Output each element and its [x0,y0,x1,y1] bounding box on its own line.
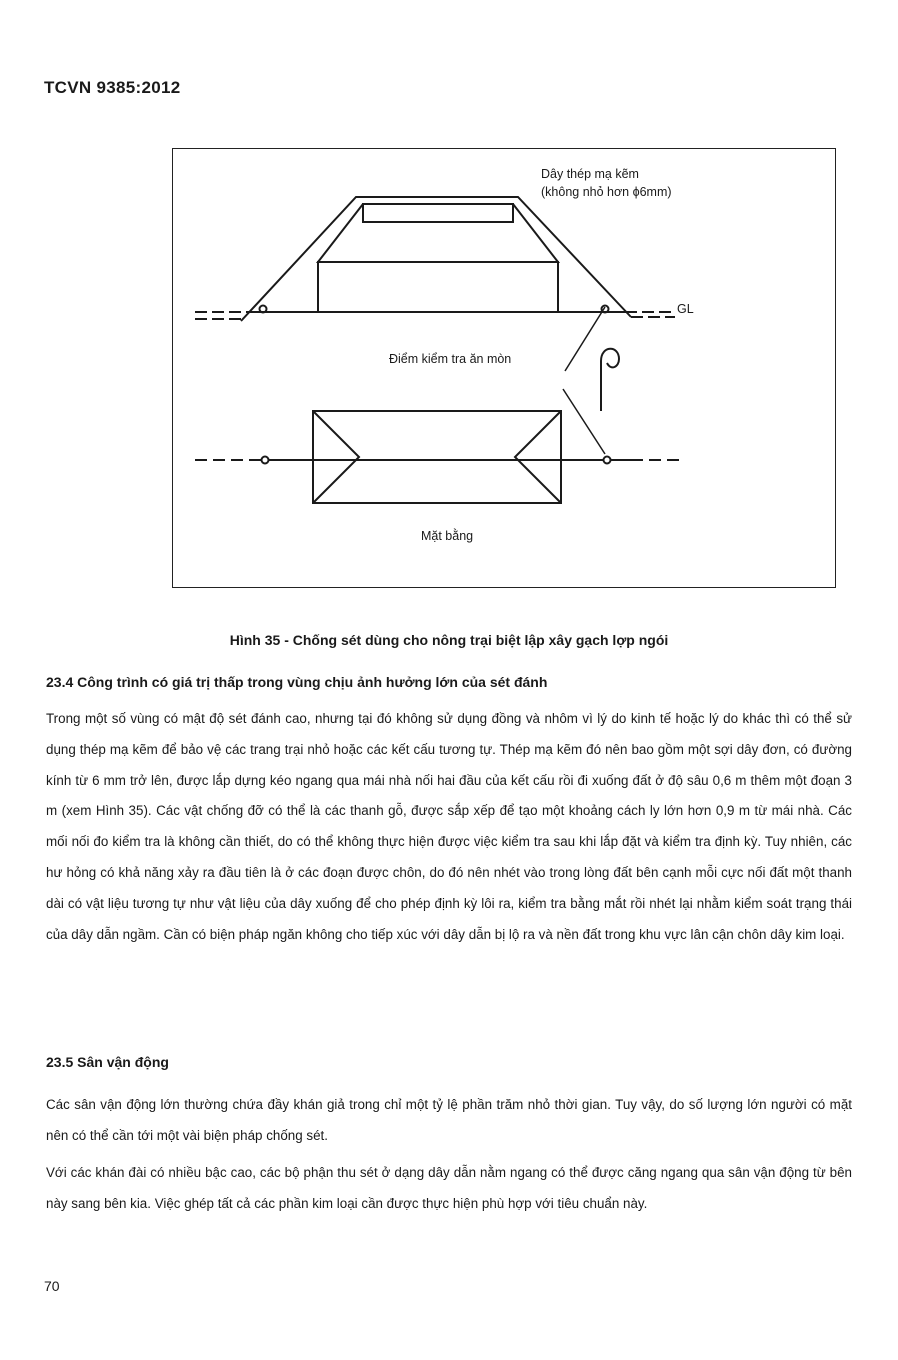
ground-level-label: GL [677,302,694,316]
leader-line-elevation [565,307,605,371]
section-heading-23-5: 23.5 Sân vận động [46,1054,169,1070]
section-23-4-paragraph: Trong một số vùng có mật độ sét đánh cao, nhưng tại đó không sử dụng đồng và nhôm vì lý do kinh tế hoặc lý do khác thì có thể sử dụng thép mạ kẽm để bảo vệ các trang trại nhỏ hoặc các kết cấu tương tự. Thép mạ kẽm đó nên bao gồm một sợi dây đơn, có đường kính từ 6 mm trở lên, được lắp dựng kéo ngang qua mái nhà nối hai đầu của kết cấu rồi đi xuống đất ở độ sâu 0,6 m thêm một đoạn 3 m (xem Hình 35). Các vật chống đỡ có thể là các thanh gỗ, được sắp xếp để tạo một khoảng cách ly lớn hơn 0,9 m từ mái nhà. Các mối nối đo kiểm tra là không cần thiết, do có thể không thực hiện được việc kiểm tra sau khi lắp đặt và kiểm tra định kỳ. Tuy nhiên, các hư hỏng có khả năng xảy ra đầu tiên là ở các đoạn được chôn, do đó nên nhét vào trong lòng đất bên cạnh mỗi cực nối đất một thanh dài có vật liệu tương tự như vật liệu của dây xuống để cho phép định kỳ lôi ra, kiểm tra bằng mắt rồi nhét lại nhằm kiểm soát trạng thái của dây dẫn ngầm. Cần có biện pháp ngăn không cho tiếp xúc với dây dẫn bị lộ ra và nền đất trong khu vực lân cận chôn dây kim loại. [46,711,852,942]
building-roof [318,204,558,262]
leader-line-plan [563,389,605,454]
plan-ridge-left [313,411,359,503]
plan-outline [313,411,561,503]
hook-rod-icon [601,349,619,411]
section-23-5-paragraph-2: Với các khán đài có nhiều bậc cao, các bộ phận thu sét ở dạng dây dẫn nằm ngang có thể được căng ngang qua sân vận động từ bên này sang bên kia. Việc ghép tất cả các phần kim loại cần được thực hiện phù hợp với tiêu chuẩn này. [46,1165,852,1211]
section-heading-23-4: 23.4 Công trình có giá trị thấp trong vùng chịu ảnh hưởng lớn của sét đánh [46,674,548,690]
building-wall [318,262,558,312]
wire-spec-label: (không nhỏ hơn ϕ6mm) [541,185,672,199]
plan-right-rod [604,457,611,464]
figure-caption: Hình 35 - Chống sét dùng cho nông trại biệt lập xây gạch lợp ngói [229,632,669,648]
plan-left-rod [262,457,269,464]
figure-drawing [173,149,837,589]
page-number: 70 [44,1278,60,1294]
steel-wire [241,197,631,321]
document-code: TCVN 9385:2012 [44,78,181,97]
inspection-point-label: Điểm kiểm tra ăn mòn [389,352,512,366]
section-23-5-paragraph-1: Các sân vận động lớn thường chứa đầy khán giả trong chỉ một tỷ lệ phần trăm nhỏ thời gian. Tuy vậy, do số lượng lớn người có mặt nên có thể cần tới một vài biện pháp chống sét. [46,1097,852,1143]
figure-35 [172,148,836,588]
plan-view-label: Mặt bằng [421,529,474,543]
wire-label: Dây thép mạ kẽm [541,167,639,181]
plan-ridge-right [515,411,561,503]
roof-ridge [363,204,513,222]
